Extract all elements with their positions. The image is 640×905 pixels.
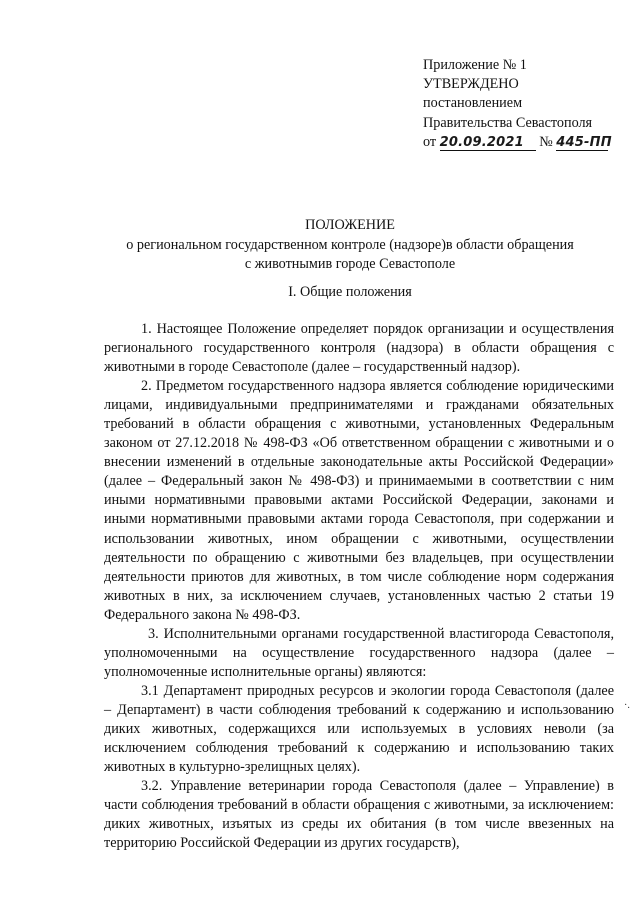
from-prefix: от bbox=[423, 133, 437, 150]
paragraph-1: 1. Настоящее Положение определяет порядок организации и осуществления регионального государственного контроля (надзора) в области обращения с животными в городе Севастополе (далее – государственный надзор). bbox=[104, 321, 614, 376]
handwritten-number: 445-ПП bbox=[556, 134, 612, 150]
handwritten-date: 20.09.2021 bbox=[439, 134, 524, 150]
scan-speck: ·. bbox=[624, 700, 630, 711]
approval-stamp-block bbox=[423, 56, 612, 152]
paragraph-3-1: 3.1 Департамент природных ресурсов и экологии города Севастополя (далее – Департамент) в части соблюдения требований к содержанию и использованию диких животных, содержащихся или используемых в условиях неволи (за исключением соблюдения требований к содержанию и использованию таких животных в культурно-зрелищных целях). bbox=[104, 682, 614, 776]
appendix-label: Приложение № 1 bbox=[423, 57, 527, 73]
paragraph-2: 2. Предметом государственного надзора является соблюдение юридическими лицами, индивидуальными предпринимателями и гражданами обязательных требований в области обращения с животными, установленных Федеральным законом от 27.12.2018 № 498-ФЗ «Об ответственном обращении с животными и о внесении изменений в отдельные законодательные акты Российской Федерации» (далее – Федеральный закон № 498-ФЗ) и принимаемыми в соответствии с ним иными нормативными правовыми актами Российской Федерации, законами и иными нормативными правовыми актами города Севастополя, при содержании и использовании животных, ином обращении с животными, осуществлении деятельности по обращению с животными без владельцев, при осуществлении деятельности приютов для животных, в том числе соблюдение норм содержания животных в них, за исключением случаев, установленных частью 2 статьи 19 Федерального закона № 498-ФЗ. bbox=[104, 378, 614, 623]
document-subtitle-line2: с животнымив городе Севастополе bbox=[244, 256, 456, 272]
approved-label: УТВЕРЖДЕНО bbox=[423, 76, 519, 93]
number-prefix: № bbox=[539, 133, 553, 150]
resolution-label: постановлением bbox=[423, 95, 523, 112]
document-title-block bbox=[100, 216, 600, 275]
resolution-date-number bbox=[423, 133, 612, 152]
paragraph-3-2: 3.2. Управление ветеринарии города Севастополя (далее – Управление) в части соблюдения требований в области обращения с животными, за исключением: диких животных, изъятых из среды их обитания (в том числе ввезенных на территорию Российской Федерации из других государств), bbox=[104, 778, 614, 852]
paragraph-3: 3. Исполнительными органами государственной властигорода Севастополя, уполномоченными на осуществление государственного надзора (далее – уполномоченные исполнительные органы) являются: bbox=[104, 625, 614, 680]
document-subtitle-line1: о региональном государственном контроле (надзоре)в области обращения bbox=[126, 236, 574, 253]
document-title: ПОЛОЖЕНИЕ bbox=[305, 217, 395, 233]
section-heading: I. Общие положения bbox=[288, 284, 412, 300]
government-label: Правительства Севастополя bbox=[423, 114, 593, 131]
document-body bbox=[104, 320, 614, 853]
